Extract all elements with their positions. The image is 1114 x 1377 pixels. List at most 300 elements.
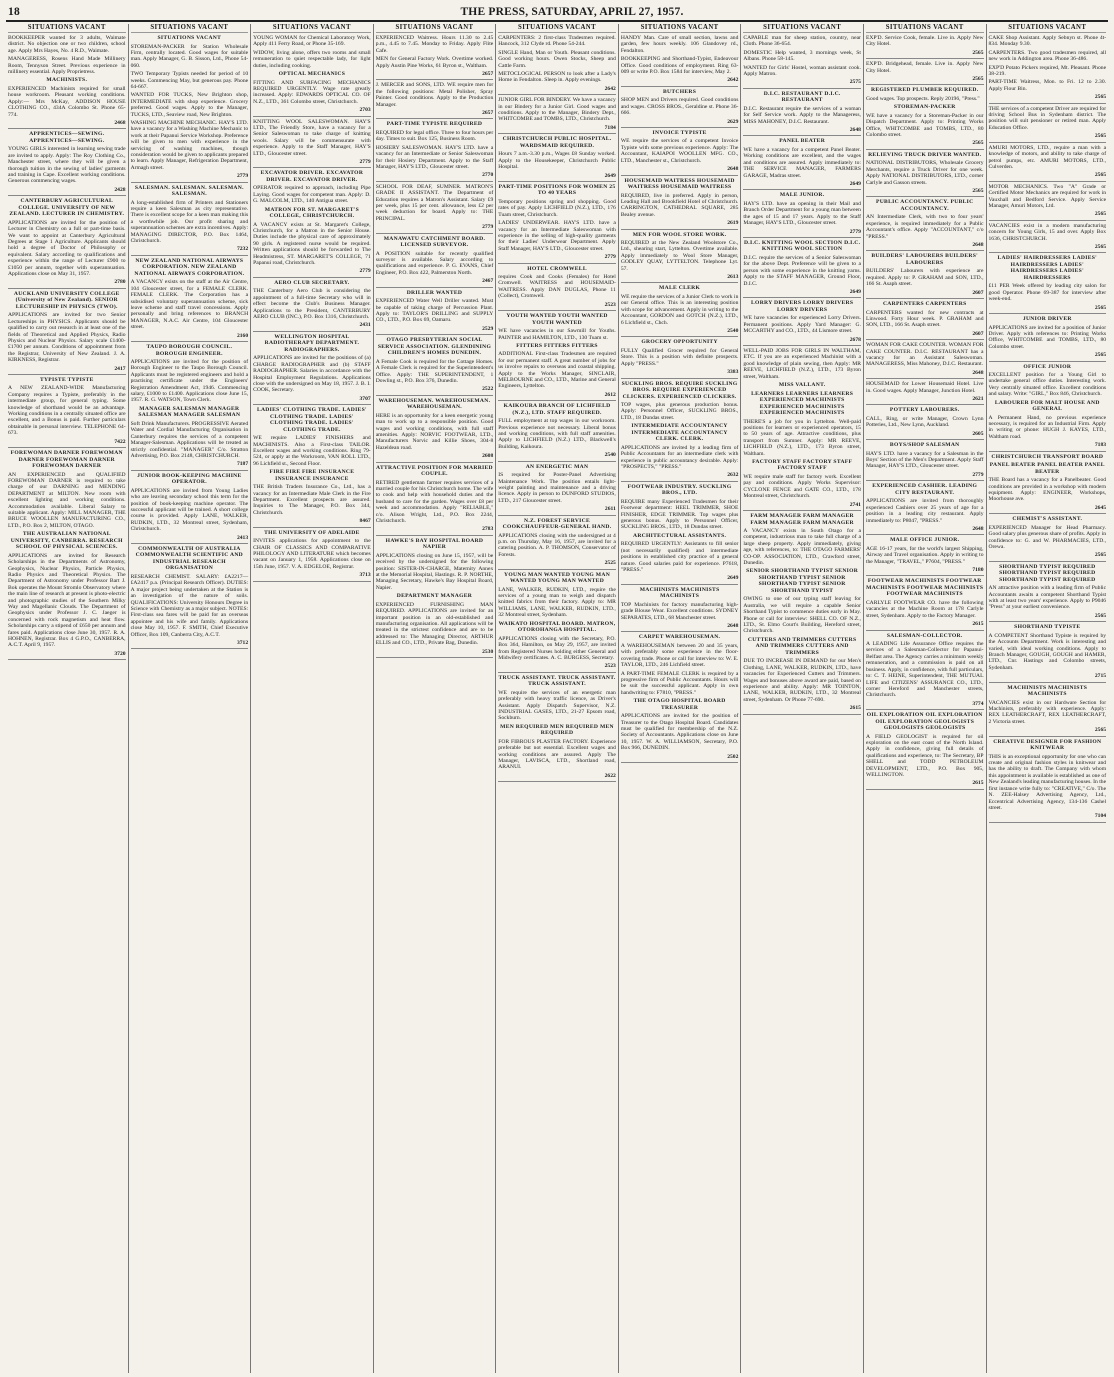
ad-column-8 — [864, 24, 987, 1373]
ad-heading: REGISTERED PLUMBER REQUIRED. — [871, 87, 979, 94]
ad-heading: WAIKATO HOSPITAL BOARD. MATRON, OTOROHANGA HOSPITAL. — [498, 620, 616, 634]
ad-reference-number: 2703 — [359, 107, 371, 114]
classified-ad: YOUNG GIRLS interested in learning sewing trade are invited to apply. Apply: The Roy Clothing Co., Manchester street, where they will be given a thorough tuition in the sewing of ladies' garments and training in Cape. Excellent working conditions. Generous commencing wages. — [8, 146, 126, 185]
classified-ad: WOMAN FOR CAKE COUNTER. WOMAN FOR CAKE COUNTER. D.I.C. RESTAURANT has a vacancy for an Assistant Saleswoman. MANAGERESS, Miss Mahoney, D.I.C. Restaurant. — [865, 342, 984, 368]
ad-reference-number: 2783 — [482, 526, 494, 533]
ad-divider — [621, 86, 739, 87]
ad-divider — [866, 575, 984, 576]
ad-heading: YOUNG MAN WANTED YOUNG MAN WANTED YOUNG MAN WANTED — [504, 571, 611, 585]
ad-divider — [743, 297, 861, 298]
classified-ad: VACANCIES exist in our Hardware Section for Machinists, preferably with experience. Apply: REX LEATHERCRAFT, REX LEATHERCRAFT, 2 Victoria street. — [988, 699, 1107, 725]
ad-heading: MISS VALLANT. — [778, 382, 826, 389]
classified-ad: HERE is an opportunity for a keen energetic young man to work up to a responsible position. Good wages and working conditions, with full staff amenities. Apply: NORVIC FOOTWEAR, LTD., Manufacturers Norvic and Killie Shoes, 304-8 Hazeldean road. — [375, 412, 494, 451]
classified-ad: A NEW ZEALAND-WIDE Manufacturing Company requires a Typiste, preferably in the intermediate group, for general typing. Some knowledge of shorthand would be an advantage. Working conditions in a centrally situated office are excellent, and a Bonus is paid. Further particulars obtainable in personal interview. TELEPHONE 64-673. — [8, 385, 126, 437]
column-header: SITUATIONS VACANT — [131, 24, 249, 33]
ad-divider — [376, 535, 494, 536]
ad-divider — [253, 167, 371, 168]
ad-heading: WELLINGTON HOSPITAL RADIOTHERAPY DEPARTMENT. RADIOGRAPHERS. — [264, 333, 360, 353]
column-header: SITUATIONS VACANT — [621, 24, 739, 33]
ad-heading: MALE CLERK — [659, 285, 701, 292]
ad-reference-number: 2540 — [727, 328, 739, 334]
classified-ad: TWO Temporary Typists needed for period of 10 weeks. Commencing May, but generous pay. Phone 64-667. — [130, 71, 249, 90]
classified-ad: EXPERIENCED Waitress. Hours 11.30 to 2.45 p.m., 4.45 to 7.45. Monday to Friday. Apply Flite Cafe. — [375, 35, 494, 54]
ad-reference-number: 2648 — [972, 242, 984, 249]
classified-ad: AGE 16-17 years, for the world's largest Shipping, Airway and Travel organisation. Apply in writing to the Manager, "TRAVEL," P7604, "PRESS." — [865, 545, 984, 565]
classified-ad: REQUIRED URGENTLY: Assistants to fill senior (not necessarily qualified) and intermediate positions in established city practice of a general nature. Good salaries paid for experience. P7618, "PRESS." — [620, 541, 739, 573]
ad-divider — [253, 404, 371, 405]
classified-ad: EXPERIENCED Machinists required for small house workroom. Pleasant working conditions. Apply:— Mrs McKay, ADDISON HOUSE CLOTHING CO., 434A Colombo St. Phone 65-774. — [8, 85, 126, 118]
ad-heading: WAREHOUSEMAN. WAREHOUSEMAN. WAREHOUSEMAN. — [378, 397, 491, 411]
ad-divider — [8, 288, 126, 289]
ad-reference-number: 2649 — [604, 172, 616, 179]
classified-ad: EXPERIENCED Manager for Head Pharmacy. Good salary plus generous share of profits. Apply in confidence to: G. and W. PHARMACIES, LTD., Orewa. — [988, 524, 1107, 550]
classified-ad: SHOP MEN and Drivers required. Good conditions and wages. CROSS BROS., Geraldine st. Phone 36-666. — [620, 97, 739, 117]
ad-reference-number: 2678 — [849, 336, 861, 343]
classified-ad: WE have a vacancy for a Storeman-Packer in our Dispatch Department. Apply to: Printing Works Office, WHITCOMBE and TOMBS, LTD., 80 Colombo street. — [865, 112, 984, 139]
ad-reference-number: 2565 — [972, 140, 984, 147]
ad-heading: LEARNERS LEARNERS LEARNERS EXPERIENCED MACHINISTS EXPERIENCED MACHINISTS EXPERIENCED MACHINISTS — [751, 390, 854, 417]
ad-reference-number: 2502 — [727, 753, 739, 760]
ad-divider — [498, 672, 616, 673]
classified-ad: APPLICATIONS are invited for two Senior Lectureships in PHYSICS. Applicants should be qualified to carry out research in at least one of the fields of Theoretical and Applied Physics, Radio Physics and Nuclear Physics. Salary scale £1400-£1700 per annum. Conditions of appointment from the Registrar, University of New Zealand. J. A. KIRKNESS, Registrar. — [8, 312, 126, 364]
masthead — [6, 4, 1108, 22]
ad-heading: CARPET WAREHOUSEMAN. — [638, 634, 721, 641]
ad-divider — [989, 451, 1107, 452]
ad-reference-number: 2468 — [114, 119, 126, 126]
ad-reference-number: 2619 — [727, 220, 739, 227]
ad-divider — [989, 361, 1107, 362]
ad-reference-number: 2779 — [359, 268, 371, 275]
ad-divider — [866, 404, 984, 405]
ad-divider — [989, 220, 1107, 221]
column-header: SITUATIONS VACANT — [743, 24, 861, 33]
ad-heading: TAUPO BOROUGH COUNCIL. BOROUGH ENGINEER. — [146, 344, 233, 357]
classified-ad: FULLY Qualified Grocer required for General Store. This is a position with definite prospects. Apply "PRESS." — [620, 347, 739, 367]
classified-ad: AN attractive position with a leading firm of Public Accountants awaits a competent Shorthand Typist with at least two years' experience. Apply to P9046 "Press" at your earliest convenience. — [988, 585, 1107, 611]
classified-ad: CARPENTERS wanted for new contracts at Linwood. Forty Hour week. P. GRAHAM and SON, LTD., 166 St. Asaph street. — [865, 309, 984, 329]
ad-reference-number: 2622 — [604, 772, 616, 779]
classified-ad: A Permanent Hand, no previous experience necessary, is required for an Industrial Firm. Apply in writing or phone: HUGH J. KAYES, LTD., Waltham road. — [988, 414, 1107, 440]
ad-divider — [621, 584, 739, 585]
ad-reference-number: 2657 — [482, 71, 494, 78]
ad-heading: MEN REQUIRED MEN REQUIRED MEN REQUIRED — [500, 723, 614, 737]
ad-reference-number: 2648 — [972, 525, 984, 532]
ad-reference-number: 2657 — [482, 110, 494, 117]
ad-reference-number: 7187 — [236, 461, 249, 468]
ad-reference-number: 3713 — [359, 572, 371, 579]
ad-reference-number: 7104 — [1094, 813, 1107, 820]
ad-divider — [743, 189, 861, 190]
column-header: SITUATIONS VACANT — [8, 24, 126, 33]
ad-heading: MEN FOR WOOL STORE WORK. — [632, 231, 727, 238]
classified-ad: TOP Machinists for factory manufacturing high-grade Blouse Wear. Excellent conditions. SYDNEY SEPARATES, LTD., 68 Manchester street. — [620, 601, 739, 621]
ad-heading: EXCAVATOR DRIVER. EXCAVATOR DRIVER. EXCAVATOR DRIVER. — [260, 170, 364, 183]
ad-reference-number: 2565 — [1094, 304, 1107, 311]
ad-heading: HOUSEMAID WAITRESS HOUSEMAID WAITRESS HOUSEMAID WAITRESS — [624, 177, 735, 190]
ad-divider — [376, 334, 494, 335]
ad-divider — [866, 298, 984, 299]
classified-ad: APPLICATIONS closing with the Secretary, P.O. Box 364, Hamilton, on May 29, 1957, are invited from Registered Nurses holding either General and Midwifery certificates. A. C. BURGESS, Secretary. — [498, 635, 616, 661]
ad-divider — [621, 127, 739, 128]
ad-heading: INTERMEDIATE ACCOUNTANCY INTERMEDIATE ACCOUNTANCY CLERK. CLERK. — [631, 423, 728, 443]
ad-heading: SENIOR SHORTHAND TYPIST SENIOR SHORTHAND TYPIST SENIOR SHORTHAND TYPIST SENIOR SHORTHAND TYPIST — [746, 568, 859, 594]
ad-reference-number: 2565 — [1094, 211, 1107, 218]
ad-heading: SALESMAN-COLLECTOR. — [886, 632, 963, 639]
ad-heading: PANEL BEATER PANEL BEATER PANEL BEATER — [989, 462, 1105, 475]
ad-heading: PART-TIME POSITIONS FOR WOMEN 25 TO 40 YEARS — [498, 183, 616, 197]
classified-ad: LANE, WALKER, RUDKIN, LTD., require the services of a young man to weigh and dispatch knitted fabrics from their factory. Apply to: MR WILLIAMS, LANE, WALKER, RUDKIN, LTD., 32 Montreal street, Sydenham. — [498, 586, 616, 619]
ad-divider — [989, 313, 1107, 314]
ad-reference-number: 3383 — [727, 369, 739, 376]
ad-reference-number: 3774 — [972, 700, 984, 707]
ad-reference-number: 2523 — [604, 301, 616, 308]
ad-heading: TYPISTE TYPISTE — [39, 376, 94, 383]
ad-reference-number: 2431 — [359, 322, 371, 329]
classified-ad: A WAREHOUSEMAN between 20 and 35 years, with preferably some experience in the floor-covering trade. Phone or call for interview to: W. E. TAYLOR, LTD., 246 Lichfield street. — [620, 642, 739, 669]
ad-reference-number: 8467 — [359, 518, 371, 525]
ad-divider — [989, 513, 1107, 514]
ad-divider — [376, 181, 494, 182]
ad-heading: MALE JUNIOR. — [779, 192, 825, 199]
ad-heading: LORRY DRIVERS LORRY DRIVERS LORRY DRIVERS — [751, 300, 854, 313]
ad-reference-number: 2642 — [727, 77, 739, 84]
classified-ad: WE require male staff for factory work. Excellent pay and conditions. Apply Works Supervisor: CYCLONE FENCE and GATE CO., LTD., 178 Montreal street, Christchurch. — [743, 473, 861, 500]
ad-heading: JUNIOR DRIVER — [1022, 316, 1072, 322]
ad-heading: AUCKLAND UNIVERSITY COLLEGE (University of New Zealand). SENIOR LECTURESHIP IN PHYSICS (TWO). — [13, 290, 120, 310]
ad-heading: MANAWATU CATCHMENT BOARD. LICENSED SURVEYOR. — [383, 235, 486, 249]
ad-divider — [376, 79, 494, 80]
ad-reference-number: 2648 — [972, 369, 984, 376]
ad-heading: FOREWOMAN DARNER FOREWOMAN DARNER FOREWOMAN DARNER FOREWOMAN DARNER — [10, 450, 123, 470]
ad-reference-number: 2649 — [849, 288, 861, 295]
classified-ad: SCHOOL FOR DEAF, SUMNER. MATRON'S GRADE II ASSISTANT. The Department of Education requires a Matron's Assistant. Salary £9 per week, plus 15 per cent. allowance, less £2 per week deduction for board. Apply to: THE PRINCIPAL. — [375, 183, 494, 222]
classified-ad: DUE TO INCREASE IN DEMAND for our Men's Clothing, LANE, WALKER, RUDKIN, LTD., have vacancies for Experienced Cutters and Trimmers. Wages and bonuses above award are paid, based on experience and ability. Apply: MR TOINTON, LANE, WALKER, RUDKIN, LTD., 32 Montreal street, Sydenham. Or Phone 77-690. — [743, 658, 861, 703]
classified-ad: WANTED FOR TUCKS, New Brighton shop, INTERMEDIATE with shop experience. Grocery preferred. Good wages. Apply to the Manager, TUCKS, LTD., Seaview road, New Brighton. — [130, 92, 249, 118]
ad-heading: GROCERY OPPORTUNITY — [641, 339, 718, 346]
classified-ad: MANAGERESS, Rosens Hand Made Millinery Room, Tennyson Street. Previous experience in millinery essential. Apply Proprietress. — [8, 56, 126, 76]
column-header: SITUATIONS VACANT — [376, 24, 494, 33]
ad-reference-number: 2530 — [482, 648, 494, 655]
classified-ad: HOSIERY SALESWOMAN. HAY'S LTD. have a vacancy for an Intermediate or Senior Saleswoman for their Hosiery Department. Apply to the Staff Manager, HAY'S LTD., Gloucester street. — [375, 144, 494, 170]
ad-heading: HOTEL CROMWELL — [527, 265, 587, 272]
classified-ad: LADIES' UNDERWEAR. HAY'S LTD. have a vacancy for an Intermediate Saleswoman with experience in the selling of high-quality garments for their Ladies' Underwear Department. Apply Staff Manager, HAY'S LTD., Gloucester street. — [498, 220, 616, 252]
ad-divider — [866, 789, 984, 790]
classified-ad: MEN for General Factory Work. Overtime worked. Apply Austin Pine Works, 61 Byron st., Waltham. — [375, 56, 494, 69]
classified-ad: A VACANCY exists at St. Margaret's College, Christchurch, for a Matron in the Senior House. Duties include the physical care of approximately 90 girls. A registered nurse would be required. Written applications should be forwarded to The Headmistress, ST. MARGARET'S COLLEGE, 71 Papanui road, Christchurch. — [253, 221, 371, 267]
classified-ad: APPLICATIONS closing with the undersigned at 4 p.m. on Thursday, May 16, 1957, are invited for a catering position. A. P. THOMSON, Conservator of Forests. — [498, 532, 616, 558]
classified-ad: THE services of a competent Driver are required for driving School Bus in Sydenham district. The position will suit pensioner or retired man. Apply Education Office. — [988, 105, 1107, 131]
ad-divider — [743, 510, 861, 511]
classified-ad: WASHING MACHINE MECHANIC. HAY'S LTD. have a vacancy for a Washing Machine Mechanic to work at their Papanui Service Workshop. Preference will be given to men with experience in the servicing of washing machines, though consideration would be given to applicants prepared to learn. Apply Manager, Refrigeration Department, Armagh street. — [130, 119, 249, 171]
classified-ad: OPERATOR required to approach, including Pipe Laying. Good wages for competent man. Apply: D. G. MALCOLM, LTD., 140 Antigua street. — [253, 185, 371, 205]
ad-reference-number: 2160 — [236, 332, 249, 339]
ad-heading: THE AUSTRALIAN NATIONAL UNIVERSITY, CANBERRA. RESEARCH SCHOOL OF PHYSICAL SCIENCES. — [10, 531, 123, 551]
ad-heading: YOUTH WANTED YOUTH WANTED YOUTH WANTED — [506, 313, 608, 326]
classified-ad: RESEARCH CHEMIST. SALARY: £A2217—£A2417 p.a. (Principal Research Officer). DUTIES: A major project being undertaken at the Station is an investigation of the nature of soils. QUALIFICATIONS: University Honours Degree in Science with Chemistry as a major subject. NOTES: First-class sea fares will be paid for an overseas appointee and his wife and family. Applications close May 10, 1957. F. SMITH, Chief Executive Officer, Box 109, Canberra City, A.C.T. — [130, 573, 249, 638]
classified-ad: WE have vacancies for experienced Lorry Drivers. Permanent positions. Apply Yard Manager: G. MCCARTHY and CO., LTD., 44 Lismore street. — [743, 315, 861, 335]
classified-ad: APPLICATIONS are invited for the positions of (a) CHARGE RADIOGRAPHER and (b) STAFF RADIOGRAPHER. Salaries in accordance with the Hospital Employment Regulations. Applications close with the undersigned on May 18, 1957. J. B. I. COOK, Secretary. — [253, 355, 371, 394]
ad-reference-number: 7180 — [972, 567, 984, 574]
ad-divider — [743, 345, 861, 346]
column-header: SITUATIONS VACANT — [253, 24, 371, 33]
ad-reference-number: 2648 — [727, 622, 739, 629]
ad-divider — [498, 569, 616, 570]
ad-reference-number: 2565 — [1094, 552, 1107, 559]
ad-heading: COMMONWEALTH OF AUSTRALIA COMMONWEALTH SCIENTIFIC AND INDUSTRIAL RESEARCH ORGANISATION — [135, 545, 244, 572]
classified-ad: JUNIOR GIRL FOR BINDERY. We have a vacancy in our Bindery for a Junior Girl. Good wages and conditions. Apply to the Manager, Bindery Dept., WHITCOMBE and TOMBS, LTD., Christchurch. — [498, 97, 616, 123]
classified-ad: THE Canterbury Aero Club is considering the appointment of a full-time Secretary who will in effect become the Club's Business Manager. Applications to the President, CANTERBURY AERO CLUB (INC.), P.O. Box 1316, Christchurch. — [253, 288, 371, 320]
ad-divider — [866, 378, 984, 379]
ad-heading: SUCKLING BROS. REQUIRE SUCKLING BROS. REQUIRE EXPERIENCED CLICKERS. EXPERIENCED CLICKERS. — [621, 380, 738, 400]
ad-divider — [498, 133, 616, 134]
classified-ad: A LEADING Life Assurance Office requires the services of a Salesman-Collector for Papanui-Belfast area. The Agency carries a minimum weekly remuneration, and a commission is paid on all business. Apply, in confidence, with full particulars, to: C. T. HEINE, Superintendent, THE MUTUAL LIFE and CITIZENS' ASSURANCE CO., LTD., corner Hereford and Manchester streets, Christchurch. — [865, 641, 984, 699]
ad-reference-number: 2648 — [727, 166, 739, 173]
ad-divider — [621, 481, 739, 482]
classified-ad: EXP'D. Bridgehead, female. Live in. Apply New City Hotel. — [865, 61, 984, 74]
ad-divider — [621, 175, 739, 176]
ad-divider — [743, 714, 861, 715]
classified-ad: METOCLOGICAL PERSON to look after a Lady's Home in Fendalton. Sleep in. Apply evenings. — [498, 71, 616, 84]
ad-heading: FITTERS FITTERS FITTERS — [516, 342, 598, 349]
classified-columns — [6, 24, 1108, 1373]
ad-divider — [621, 336, 739, 337]
ad-reference-number: 2605 — [972, 430, 984, 437]
classified-ad: CARLYLE FOOTWEAR CO. have the following vacancies at the Machine Room at 178 Carlyle street, Sydenham. Apply to the Factory Manager. — [865, 599, 984, 619]
ad-divider — [743, 135, 861, 136]
ad-column-1 — [6, 24, 129, 1373]
ad-column-7 — [741, 24, 864, 1373]
ad-reference-number: 2608 — [482, 453, 494, 460]
ad-heading: MACHINISTS MACHINISTS MACHINISTS — [639, 586, 720, 600]
ad-divider — [376, 287, 494, 288]
classified-ad: CAKE Shop Assistant. Apply Sebnyn st. Phone 4t-834. Monday 9.30. — [988, 35, 1107, 48]
ad-heading: NEW ZEALAND NATIONAL AIRWAYS CORPORATION. NEW ZEALAND NATIONAL AIRWAYS CORPORATION. — [134, 257, 245, 277]
ad-reference-number: 2632 — [727, 472, 739, 479]
ad-divider — [621, 762, 739, 763]
ad-divider — [621, 282, 739, 283]
ad-heading: CANTERBURY AGRICULTURAL COLLEGE. UNIVERSITY OF NEW ZEALAND. LECTURER IN CHEMISTRY. — [9, 198, 125, 218]
ad-divider — [621, 378, 739, 379]
classified-ad: AMURI MOTORS, LTD., require a man with a knowledge of motors, and ability to take charge of petrol pumps, etc. AMURI MOTORS, LTD., Culverden. — [988, 144, 1107, 170]
ad-reference-number: 2607 — [972, 289, 984, 296]
ad-reference-number: 2612 — [604, 391, 616, 398]
classified-ad: Soft Drink Manufacturers. PROGRESSIVE Aerated Water and Cordial Manufacturing Organisation in Canterbury requires the services of a competent Manager-Salesman. Applications will be treated as strictly confidential. "MANAGER" C/o. Stratton Advertising, P.O. Box 2148, CHRISTCHURCH. — [130, 420, 249, 459]
ad-heading: SHORTHAND TYPIST REQUIRED SHORTHAND TYPIST REQUIRED SHORTHAND TYPIST REQUIRED — [999, 563, 1096, 583]
ad-heading: CUTTERS AND TRIMMERS CUTTERS AND TRIMMERS CUTTERS AND TRIMMERS — [747, 636, 857, 656]
ad-reference-number: 2565 — [972, 188, 984, 194]
classified-ad: WE require the services of a competent Invoice Typiste with some previous experience. Apply: The Accountant, KAIAPOI WOOLLEN MFG. CO., LTD., Manchester st., Christchurch. — [620, 138, 739, 164]
classified-ad: REQUIRED at the New Zealand Woolstore Co., Ltd., shearing start, Lyttelton. Overtime available. Apply immediately to Wool Store Manager, GODLEY QUAY, LYTTELTON. Telephone Lyt. 57. — [620, 240, 739, 272]
classified-ad: IS required for Poster-Panel Advertising Maintenance Work. The position entails light-weight painting and maintenance and a driving licence. Apply in person to DUNFORD STUDIOS, LTD., 217 Gloucester street. — [498, 472, 616, 504]
classified-ad: CARPENTERS. Two good tradesmen required, all new work in Addington area. Phone 36-486. — [988, 49, 1107, 63]
ad-heading: EXPERIENCED CASHIER. LEADING CITY RESTAURANT. — [872, 483, 978, 496]
ad-divider — [253, 527, 371, 528]
ad-heading: DRILLER WANTED — [406, 289, 463, 296]
ad-reference-number: 2779 — [604, 254, 616, 261]
ad-heading: JUNIOR BOOK-KEEPING MACHINE OPERATOR. — [137, 472, 242, 486]
ad-heading: MALE OFFICE JUNIOR. — [890, 537, 960, 544]
ad-heading: INVOICE TYPISTE — [652, 129, 707, 136]
ad-reference-number: 2540 — [604, 452, 616, 459]
ad-reference-number: 2615 — [972, 621, 984, 628]
ad-reference-number: 2565 — [1094, 352, 1107, 359]
column-header: SITUATIONS VACANT — [866, 24, 984, 33]
classified-ad: Good wages. Top prospects. Reply 20196, "Press." — [865, 95, 980, 102]
ad-reference-number: 2565 — [1094, 133, 1107, 140]
ad-heading: SITUATIONS VACANT — [157, 35, 222, 41]
ad-divider — [253, 331, 371, 332]
classified-ad: CAPABLE man for sheep station, country, near Cloth. Phone 36-654. — [743, 35, 861, 48]
ad-reference-number: 2645 — [1094, 504, 1107, 511]
classified-ad: APPLICATIONS are invited from thoroughly experienced Cashiers over 25 years of age for a position in a leading city restaurant. Apply immediately to: P8047, "PRESS." — [865, 498, 984, 524]
ad-heading: OTAGO PRESBYTERIAN SOCIAL SERVICE ASSOCIATION. GLENDINING CHILDREN'S HOMES DUNEDIN. — [377, 337, 492, 357]
ad-divider — [498, 94, 616, 95]
ad-reference-number: 2770 — [482, 172, 494, 179]
classified-ad: WE require the services of a Junior Clerk to work in our General office. This is an interesting position with scope for advancement. Apply in writing to the Accountant, GORDON and GOTCH (N.Z.), LTD., 6 Lichfield st., Chch. — [620, 293, 739, 326]
classified-ad: Temporary positions spring and shopping. Good rates of pay. Apply LICHFIELD (N.Z.), LTD., 176 Tuam street, Christchurch. — [498, 198, 616, 218]
classified-ad: RETIRED gentleman farmer requires services of a married couple for his Christchurch home. The wife to cook and help with household duties and the husband to care for the garden. Wages over £8 per week and accommodation. Apply "RELIABLE," c/o. Alison Wright, Ltd., P.O. Box 2244, Christchurch. — [375, 479, 494, 525]
ad-heading: MANAGER SALESMAN MANAGER SALESMAN MANAGER SALESMAN — [138, 405, 241, 419]
ad-reference-number: 3707 — [359, 395, 371, 402]
classified-ad: A FIELD GEOLOGIST is required for oil exploration on the east coast of the North Island. Apply in confidence, giving full details of qualifications and experience, to: The Secretary, BP SHELL and TODD PETROLEUM DEVELOPMENT, LTD., P.O. Box 905, WELLINGTON. — [865, 733, 984, 779]
classified-ad: APPLICATIONS are invited by a leading firm of Public Accountants for an intermediate clerk with experience in public accountancy desirable. Apply: "PROSPECTS," "PRESS." — [620, 444, 739, 470]
ad-heading: APPRENTICES—SEWING. APPRENTICES—SEWING. — [29, 131, 105, 144]
ad-reference-number: 2779 — [236, 173, 249, 180]
ad-divider — [8, 374, 126, 375]
ad-divider — [498, 461, 616, 462]
ad-divider — [989, 142, 1107, 143]
ad-reference-number: 2525 — [604, 560, 616, 567]
ad-column-4 — [374, 24, 497, 1373]
classified-ad: SINGLE Hand, Man or Youth. Pleasant conditions. Good working hours. Owen Stocks, Sheep and Cattle Farm. — [498, 49, 616, 69]
classified-ad: THE British Traders Insurance Co., Ltd., has a vacancy for an Intermediate Male Clerk in the Fire Department. Excellent prospects are assured. Inquiries to The Manager, P.O. Box 344, Christchurch. — [253, 484, 371, 516]
ad-heading: D.I.C. KNITTING WOOL SECTION D.I.C. KNITTING WOOL SECTION — [743, 239, 861, 253]
ad-reference-number: 7183 — [1094, 442, 1107, 449]
classified-ad: CARPENTERS: 2 first-class Tradesmen required. Hancock, 312 Clyde rd. Phone 54-244. — [498, 35, 616, 48]
ad-divider — [253, 277, 371, 278]
ad-reference-number: 2565 — [1094, 727, 1107, 734]
ad-reference-number: 2613 — [727, 274, 739, 281]
ad-divider — [8, 659, 126, 660]
classified-ad: KNITTING WOOL SALESWOMAN. HAY'S LTD., The Friendly Store, have a vacancy for a Senior Saleswoman to take charge of knitting wools. Salary will be commensurate with experience. Apply to the Staff Manager, HAY'S LTD., Gloucester street. — [253, 118, 371, 157]
classified-ad: THERE'S a job for you in Lyttelton. Well-paid positions for learners or experienced operators, 15 to 50 years of age. Attractive conditions, plus transport from Sumner. Apply: MR REEVE, LICHFIELD (N.Z.), LTD., 173 Byron street, Waltham. — [743, 418, 861, 457]
ad-reference-number: 2779 — [359, 159, 371, 165]
classified-ad: HAY'S LTD. have an opening in their Mail and Branch Order Department for a young man between the ages of 15 and 17 years. Apply to the Staff Manager, HAY'S LTD., Gloucester street. — [743, 200, 861, 227]
ad-heading: RELIEVING TRUCK DRIVER WANTED. — [868, 151, 982, 158]
classified-ad: A VACANCY exists in South Otago for a competent, industrious man to take full charge of a large sheep property. Apply immediately, giving age, with references, to: THE OTAGO FARMERS' CO-OP. ASSOCIATION, LTD., Crawford street, Dunedin. — [743, 528, 861, 567]
page-title: THE PRESS, SATURDAY, APRIL 27, 1957. — [460, 6, 684, 18]
ad-divider — [8, 195, 126, 196]
ad-divider — [989, 252, 1107, 253]
ad-reference-number: 2523 — [604, 663, 616, 670]
classified-ad: £11 PER Week offered by leading city salon for good Operator. Phone 69-387 for interview after week-end. — [988, 283, 1107, 303]
ad-divider — [376, 118, 494, 119]
ad-reference-number: 2741 — [849, 501, 861, 508]
ad-reference-number: 2649 — [849, 181, 861, 187]
ad-reference-number: 2715 — [1094, 673, 1107, 680]
ad-reference-number: 2565 — [1094, 243, 1107, 250]
ad-divider — [989, 181, 1107, 182]
classified-ad: VACANCIES exist in a modern manufacturing concern for Young Girls, 15 and over. Apply Box 1636, CHRISTCHURCH. — [988, 222, 1107, 242]
ad-reference-number: 2780 — [114, 279, 126, 286]
ad-divider — [131, 648, 249, 649]
ad-reference-number: 2565 — [1094, 612, 1107, 619]
ad-column-3 — [251, 24, 374, 1373]
ad-heading: D.I.C. RESTAURANT D.I.C. RESTAURANT — [763, 90, 841, 104]
ad-divider — [498, 400, 616, 401]
ad-divider — [498, 310, 616, 311]
ad-divider — [989, 103, 1107, 104]
ad-reference-number: 2649 — [727, 575, 739, 582]
ad-heading: DEPARTMENT MANAGER — [396, 593, 473, 600]
ad-heading: TRUCK ASSISTANT. TRUCK ASSISTANT. TRUCK ASSISTANT. — [498, 674, 616, 688]
ad-divider — [866, 84, 984, 85]
classified-ad: THIS is an exceptional opportunity for one who can create and original fashion styles in knitwear and has the ability to draft. The Company with whom this appointment is available is established as one of New Zealand's leading manufacturing houses. In the first instance write fully to: "CREATIVE," C/o. The N. ZEE-Halsey Advertising Agency, Ltd., Eccentrical Advertising Agency, 134-136 Cashel street. — [988, 753, 1107, 811]
ad-heading: LADIES' HAIRDRESSERS LADIES' HAIRDRESSERS LADIES' HAIRDRESSERS LADIES' HAIRDRESSERS — [997, 255, 1098, 281]
classified-ad: BOOKKEEPING and Shorthand-Typist, Endeavour Office. Good conditions of employment. Ring 63-009 or write P.O. Box 1584 for interview, May 2. — [620, 56, 739, 76]
ad-divider — [376, 657, 494, 658]
ad-heading: KAIKOURA BRANCH OF LICHFIELD (N.Z.), LTD. STAFF REQUIRED. — [503, 403, 611, 416]
classified-ad: A POSITION suitable for recently qualified surveyor is available. Salary according to qualifications and experience. P. G. EVANS, Chief Engineer, P.O. Box 422, Palmerston North. — [375, 250, 494, 276]
classified-ad: EXPERIENCED Water Well Driller wanted. Must be capable of taking charge of Percussion Plant. Apply to: TAYLOR'S DRILLING and SUPPLY CO., LTD., P.O. Box 69, Oamaru. — [375, 298, 494, 324]
ad-heading: OFFICE JUNIOR — [1023, 363, 1072, 370]
ad-reference-number: 2565 — [1094, 172, 1107, 179]
ad-divider — [498, 515, 616, 516]
column-header: SITUATIONS VACANT — [989, 24, 1107, 33]
classified-ad: CALL, Ring, or write Manager, Crown Lynn Potteries, Ltd., New Lynn, Auckland. — [865, 415, 984, 429]
ad-heading: CREATIVE DESIGNER FOR FASHION KNITWEAR — [993, 738, 1102, 752]
ad-heading: THE UNIVERSITY OF ADELAIDE — [264, 529, 360, 536]
classified-ad: TOP wages, plus generous production bonus. Apply: Personnel Officer, SUCKLING BROS., LTD., 18 Dundas street. — [620, 402, 739, 421]
ad-reference-number: 2575 — [849, 79, 861, 86]
ad-reference-number: 2529 — [482, 325, 494, 332]
ad-divider — [498, 263, 616, 264]
ad-heading: AN ENERGETIC MAN — [525, 463, 589, 470]
ad-heading: CARPENTERS CARPENTERS — [882, 301, 967, 308]
ad-heading: ARCHITECTURAL ASSISTANTS. — [632, 532, 727, 539]
classified-ad: FULL employment at top wages in our workroom. Previous experience not necessary. Liberal bonus and working conditions, with full staff amenities. Apply to LICHFIELD (N.Z.) LTD., Blackwell's Building, Kaikoura. — [498, 418, 616, 450]
classified-ad: NATIONAL DISTRIBUTORS, Wholesale Grocery Merchants, require a Truck Driver for one week. Apply NATIONAL DISTRIBUTORS, LTD., corner Carlyle and Gasson streets. — [865, 160, 984, 186]
ad-divider — [866, 630, 984, 631]
ad-divider — [989, 682, 1107, 683]
ad-heading: SALESMAN. SALESMAN. SALESMAN. SALESMAN. — [134, 184, 244, 198]
classified-ad: INVITES applications for appointment to the CHAIR OF CLASSICS AND COMPARATIVE PHILOLOGY AND LITERATURE which becomes vacant on January 1, 1958. Applications close on 15th June, 1957. V. A. EDGELOE, Registrar. — [253, 538, 371, 570]
ad-reference-number: 2413 — [236, 534, 249, 541]
ad-heading: MATRON FOR ST. MARGARET'S COLLEGE, CHRISTCHURCH. — [264, 206, 360, 220]
ad-heading: MACHINISTS. — [46, 77, 88, 84]
ad-heading: PUBLIC ACCOUNTANCY. PUBLIC ACCOUNTANCY. — [875, 199, 974, 212]
ad-divider — [866, 709, 984, 710]
classified-ad: WELL-PAID JOBS FOR GIRLS IN WALTHAM, ETC. If you are an experienced Machinist with a good knowledge of plain sewing, then Apply: MR REEVE, LICHFIELD (N.Z.), LTD., 173 Byron street, Waltham. — [743, 348, 861, 380]
ad-reference-number: 2629 — [727, 118, 739, 125]
ad-reference-number: 2621 — [972, 396, 984, 403]
classified-ad: WE have vacancies in our Sawmill for Youths. PAINTER and HAMILTON, LTD., 130 Tuam st. — [498, 328, 616, 341]
ad-divider — [498, 781, 616, 782]
ad-heading: N.Z. FOREST SERVICE COOKCHAUFFEUR-GENERAL HAND. — [502, 517, 612, 531]
ad-reference-number: 2642 — [604, 85, 616, 92]
ad-divider — [253, 116, 371, 117]
classified-ad: THE Board has a vacancy for a Panelbeater. Good conditions are provided in a workshop with modern equipment. Apply: ENGINEER, Workshops, Moorhouse ave. — [988, 477, 1107, 503]
classified-ad: HOUSEMAID for Lower Housemaid Hotel. Live in. Good wages. Apply Manager, Junction Hotel. — [865, 381, 984, 394]
classified-ad: EXCELLENT position for a Young Girl to undertake general office duties. Interesting work. Very centrally situated office. Excellent conditions and salary. Write: "GIRL," Box 846, Christchurch. — [988, 372, 1107, 398]
classified-ad: AN EXPERIENCED and QUALIFIED FOREWOMAN DARNER is required to take charge of our DARNING and MENDING DEPARTMENT at MILTON. New room with excellent lighting and working conditions. Accommodation available. Liberal Salary to suitable applicant. Apply: MILL MANAGER, THE BRUCE WOOLLEN MANUFACTURING CO., LTD., P.O. Box 2, MILTON, OTAGO. — [8, 471, 126, 529]
ad-divider — [866, 480, 984, 481]
classified-ad: WE require the services of an energetic man preferably with heavy traffic licence, as Driver's Assistant. Apply Dispatch Supervisor, N.Z. INDUSTRIAL GASES, LTD., 21-27 Epsom road, Sockburn. — [498, 689, 616, 722]
ad-heading: BUILDERS' LABOURERS BUILDERS' LABOURERS — [871, 253, 979, 266]
ad-reference-number: 2428 — [114, 186, 126, 193]
ad-heading: HAWKE'S BAY HOSPITAL BOARD NAPIER — [385, 537, 484, 551]
ad-divider — [621, 631, 739, 632]
